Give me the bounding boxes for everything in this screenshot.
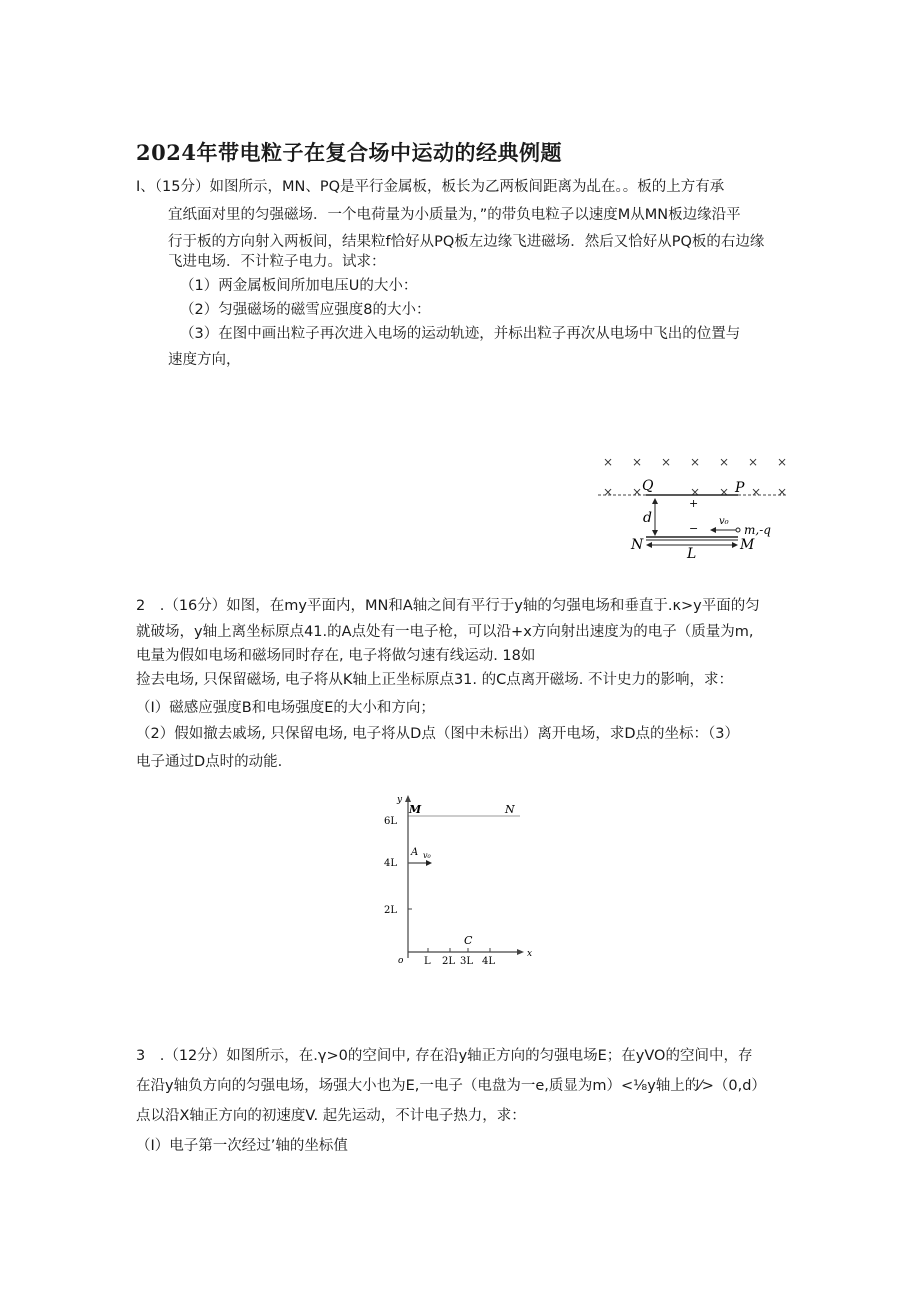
label-n: N bbox=[505, 803, 515, 816]
cross-mark: × bbox=[690, 485, 701, 499]
cross-mark: × bbox=[632, 455, 643, 469]
label-minus: − bbox=[689, 522, 699, 535]
q2-figure bbox=[380, 792, 540, 967]
cross-mark: × bbox=[603, 485, 614, 499]
q2-line-4: 捡去电场, 只保留磁场, 电子将从K轴上正坐标原点31. 的C点离开磁场. 不计史力的影响，求： bbox=[136, 672, 733, 688]
cross-mark: × bbox=[748, 455, 759, 469]
arrow-down bbox=[652, 530, 658, 536]
x-label: x bbox=[527, 949, 533, 959]
q3-line-4: （I）电子第一次经过’轴的坐标值 bbox=[136, 1138, 348, 1154]
ytick-6l: 6L bbox=[384, 816, 398, 827]
label-n: N bbox=[631, 537, 644, 553]
cross-mark: × bbox=[661, 455, 672, 469]
q1-line-2: 宜纸面对里的匀强磁场．一个电荷量为小质量为，”的带负电粒子以速度M从MN板边缘沿平 bbox=[168, 207, 741, 223]
q1-line-7: （3）在图中画出粒子再次进入电场的运动轨迹，并标出粒子再次从电场中飞出的位置与 bbox=[180, 326, 741, 342]
q1-line-5: （1）两金属板间所加电压U的大小： bbox=[180, 278, 418, 294]
label-q: Q bbox=[642, 478, 654, 494]
label-l: L bbox=[687, 546, 697, 562]
q1-figure bbox=[598, 450, 798, 565]
y-arrow bbox=[405, 795, 411, 802]
origin-label: o bbox=[398, 956, 404, 966]
label-v0: v₀ bbox=[719, 516, 729, 527]
cross-mark: × bbox=[777, 485, 788, 499]
label-d: d bbox=[643, 510, 652, 526]
cross-mark: × bbox=[751, 485, 762, 499]
q1-line-8: 速度方向， bbox=[168, 352, 241, 368]
label-mq: m,-q bbox=[744, 523, 771, 537]
label-m: M bbox=[740, 537, 755, 553]
ytick-4l: 4L bbox=[384, 858, 398, 869]
particle bbox=[736, 528, 740, 532]
q2-line-3: 电量为假如电场和磁场同时存在, 电子将做匀速有线运动. 18如 bbox=[136, 648, 536, 664]
arrow-up bbox=[652, 498, 658, 504]
x-arrow bbox=[517, 949, 524, 955]
q3-line-3: 点以沿X轴正方向的初速度V. 起先运动，不计电子热力，求： bbox=[136, 1108, 526, 1124]
q1-line-1: I、（15分）如图所示，MN、PQ是平行金属板，板长为乙两板间距离为乩在。。板的上方有承 bbox=[136, 179, 725, 195]
page-title: 2024年带电粒子在复合场中运动的经典例题 bbox=[136, 140, 562, 165]
label-c: C bbox=[464, 934, 473, 947]
arrow-right bbox=[426, 860, 432, 866]
q3-line-2: 在沿y轴负方向的匀强电场，场强大小也为E,一电子（电盘为一e,质显为m）<⅛y轴上的⁄>（0,d） bbox=[136, 1078, 766, 1094]
arrow-right bbox=[732, 542, 738, 548]
cross-mark: × bbox=[603, 455, 614, 469]
cross-mark: × bbox=[719, 455, 730, 469]
cross-mark: × bbox=[632, 485, 643, 499]
q3-line-1: 3 .（12分）如图所示，在.γ>0的空间中, 存在沿y轴正方向的匀强电场E；在yVO的空间中，存 bbox=[136, 1048, 753, 1064]
q1-line-4: 飞进电场．不计粒子电力。试求： bbox=[168, 254, 386, 270]
xtick-4l: 4L bbox=[482, 956, 496, 967]
q2-line-5: （I）磁感应强度B和电场强度E的大小和方向； bbox=[136, 700, 435, 716]
cross-mark: × bbox=[719, 485, 730, 499]
q2-line-2: 就破场，y轴上离坐标原点41.的A点处有一电子枪，可以沿+x方向射出速度为的电子（质量为m, bbox=[136, 624, 754, 640]
xtick-3l: 3L bbox=[460, 956, 474, 967]
xtick-l: L bbox=[424, 956, 431, 967]
q2-line-1: 2 .（16分）如图，在my平面内，MN和A轴之间有平行于y轴的匀强电场和垂直于.κ>y平面的匀 bbox=[136, 598, 760, 614]
label-m: M bbox=[409, 803, 422, 816]
y-label: y bbox=[397, 795, 403, 805]
arrow-left bbox=[646, 542, 652, 548]
q1-line-3: 行于板的方向射入两板间，结果粒f恰好从PQ板左边缘飞进磁场．然后又恰好从PQ板的右边缘 bbox=[168, 234, 765, 250]
label-p: P bbox=[735, 480, 745, 496]
q1-line-6: （2）匀强磁场的磁雪应强度8的大小： bbox=[180, 302, 431, 318]
cross-mark: × bbox=[690, 455, 701, 469]
ytick-2l: 2L bbox=[384, 905, 398, 916]
arrow-left bbox=[710, 527, 716, 533]
label-a: A bbox=[411, 847, 419, 858]
label-v0: v₀ bbox=[423, 851, 431, 860]
label-plus: + bbox=[689, 497, 699, 510]
cross-mark: × bbox=[777, 455, 788, 469]
q2-line-7: 电子通过D点时的动能. bbox=[136, 754, 283, 770]
xtick-2l: 2L bbox=[442, 956, 456, 967]
q2-line-6: （2）假如撤去戚场, 只保留电场, 电子将从D点（图中未标出）离开电场，求D点的坐标：（3） bbox=[136, 726, 739, 742]
